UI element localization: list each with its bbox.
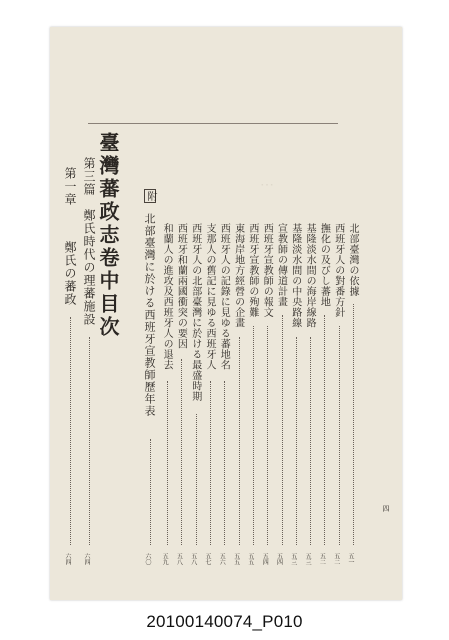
image-caption: 20100140074_P010 [146,612,303,631]
appendix-page: 六〇 [144,553,151,565]
toc-entry-page: 五四 [275,553,283,565]
toc-entry-page: 五九 [161,553,169,565]
chapter-page: 六四 [64,553,71,565]
toc-entry [304,223,318,565]
toc-entry [204,223,218,565]
book-page [50,27,402,600]
part-entry [83,157,97,565]
toc-entry-title: 西班牙宣教師の報文 [261,223,273,318]
toc-entry-title: 北部臺灣の依據 [347,223,358,297]
chapter-entry [64,167,78,565]
toc-entry [233,223,247,565]
toc-entry [318,223,332,565]
toc-entry [290,223,304,565]
volume-title: 臺灣蕃政志卷中目次 [96,132,120,339]
toc-entry-title: 東海岸地方經營の企畫 [232,223,244,328]
part-title: 鄭氏時代の理蕃施設 [82,209,96,326]
toc-entry-title: 西班牙和蘭兩國衝突の要因 [175,223,187,349]
toc-entry-title: 和蘭人の進攻及西班牙人の退去 [161,223,173,370]
toc-entry-page: 五三 [289,553,297,565]
appendix-label: 附 [145,191,156,201]
toc-entry [347,223,361,565]
toc-entry [218,223,232,565]
header-rule [88,123,338,124]
toc-entry-page: 五二 [318,553,326,565]
toc-entry [333,223,347,565]
toc-entry [247,223,261,565]
chapter-title: 鄭氏の蕃政 [63,241,77,306]
toc-entry-title: 撫化の及びし蕃地 [318,223,330,307]
toc-entry [261,223,275,565]
toc-entry-page: 五八 [175,553,183,565]
toc-entry-page: 五三 [304,553,312,565]
toc-entry-page: 五八 [189,553,197,565]
toc-entry-title: 西班牙宣教師の殉難 [246,223,258,318]
toc-entry-page: 五五 [232,553,240,565]
toc-entry-title: 宣教師の傳道計畫 [275,223,287,307]
toc-entry-page: 五五 [246,553,254,565]
toc-entry-page: 五六 [218,553,226,565]
toc-entry-title: 西班牙人の對番方針 [332,223,344,318]
page-number: 四 [382,505,390,512]
part-label: 第三篇 [82,157,96,196]
appendix-title: 北部臺灣に於ける西班牙宣教師歷年表 [143,213,156,417]
toc-entry [175,223,189,565]
toc-entry-title: 西班牙人の記錄に見ゆる蕃地名 [218,223,230,370]
toc-entry [276,223,290,565]
bleed-through-text: ⋯ [260,177,274,193]
toc-entry-page: 五二 [332,553,340,565]
appendix-entry [144,189,158,565]
toc-entry-title: 支那人の舊記に見ゆる西班牙人 [204,223,215,370]
toc-entry-title: 西班牙人の北部臺灣に於ける最盛時期 [189,223,201,402]
toc-entry-title: 基隆淡水間の海岸線路 [304,223,316,328]
toc-entry-page: 五一 [347,553,354,565]
toc-entry-title: 基隆淡水間の中央路線 [289,223,301,328]
part-page: 六四 [83,553,90,565]
toc-entry-page: 五七 [204,553,211,565]
toc-entry [190,223,204,565]
chapter-label: 第一章 [63,167,77,206]
toc-entry-page: 五四 [261,553,269,565]
toc-entry [161,223,175,565]
